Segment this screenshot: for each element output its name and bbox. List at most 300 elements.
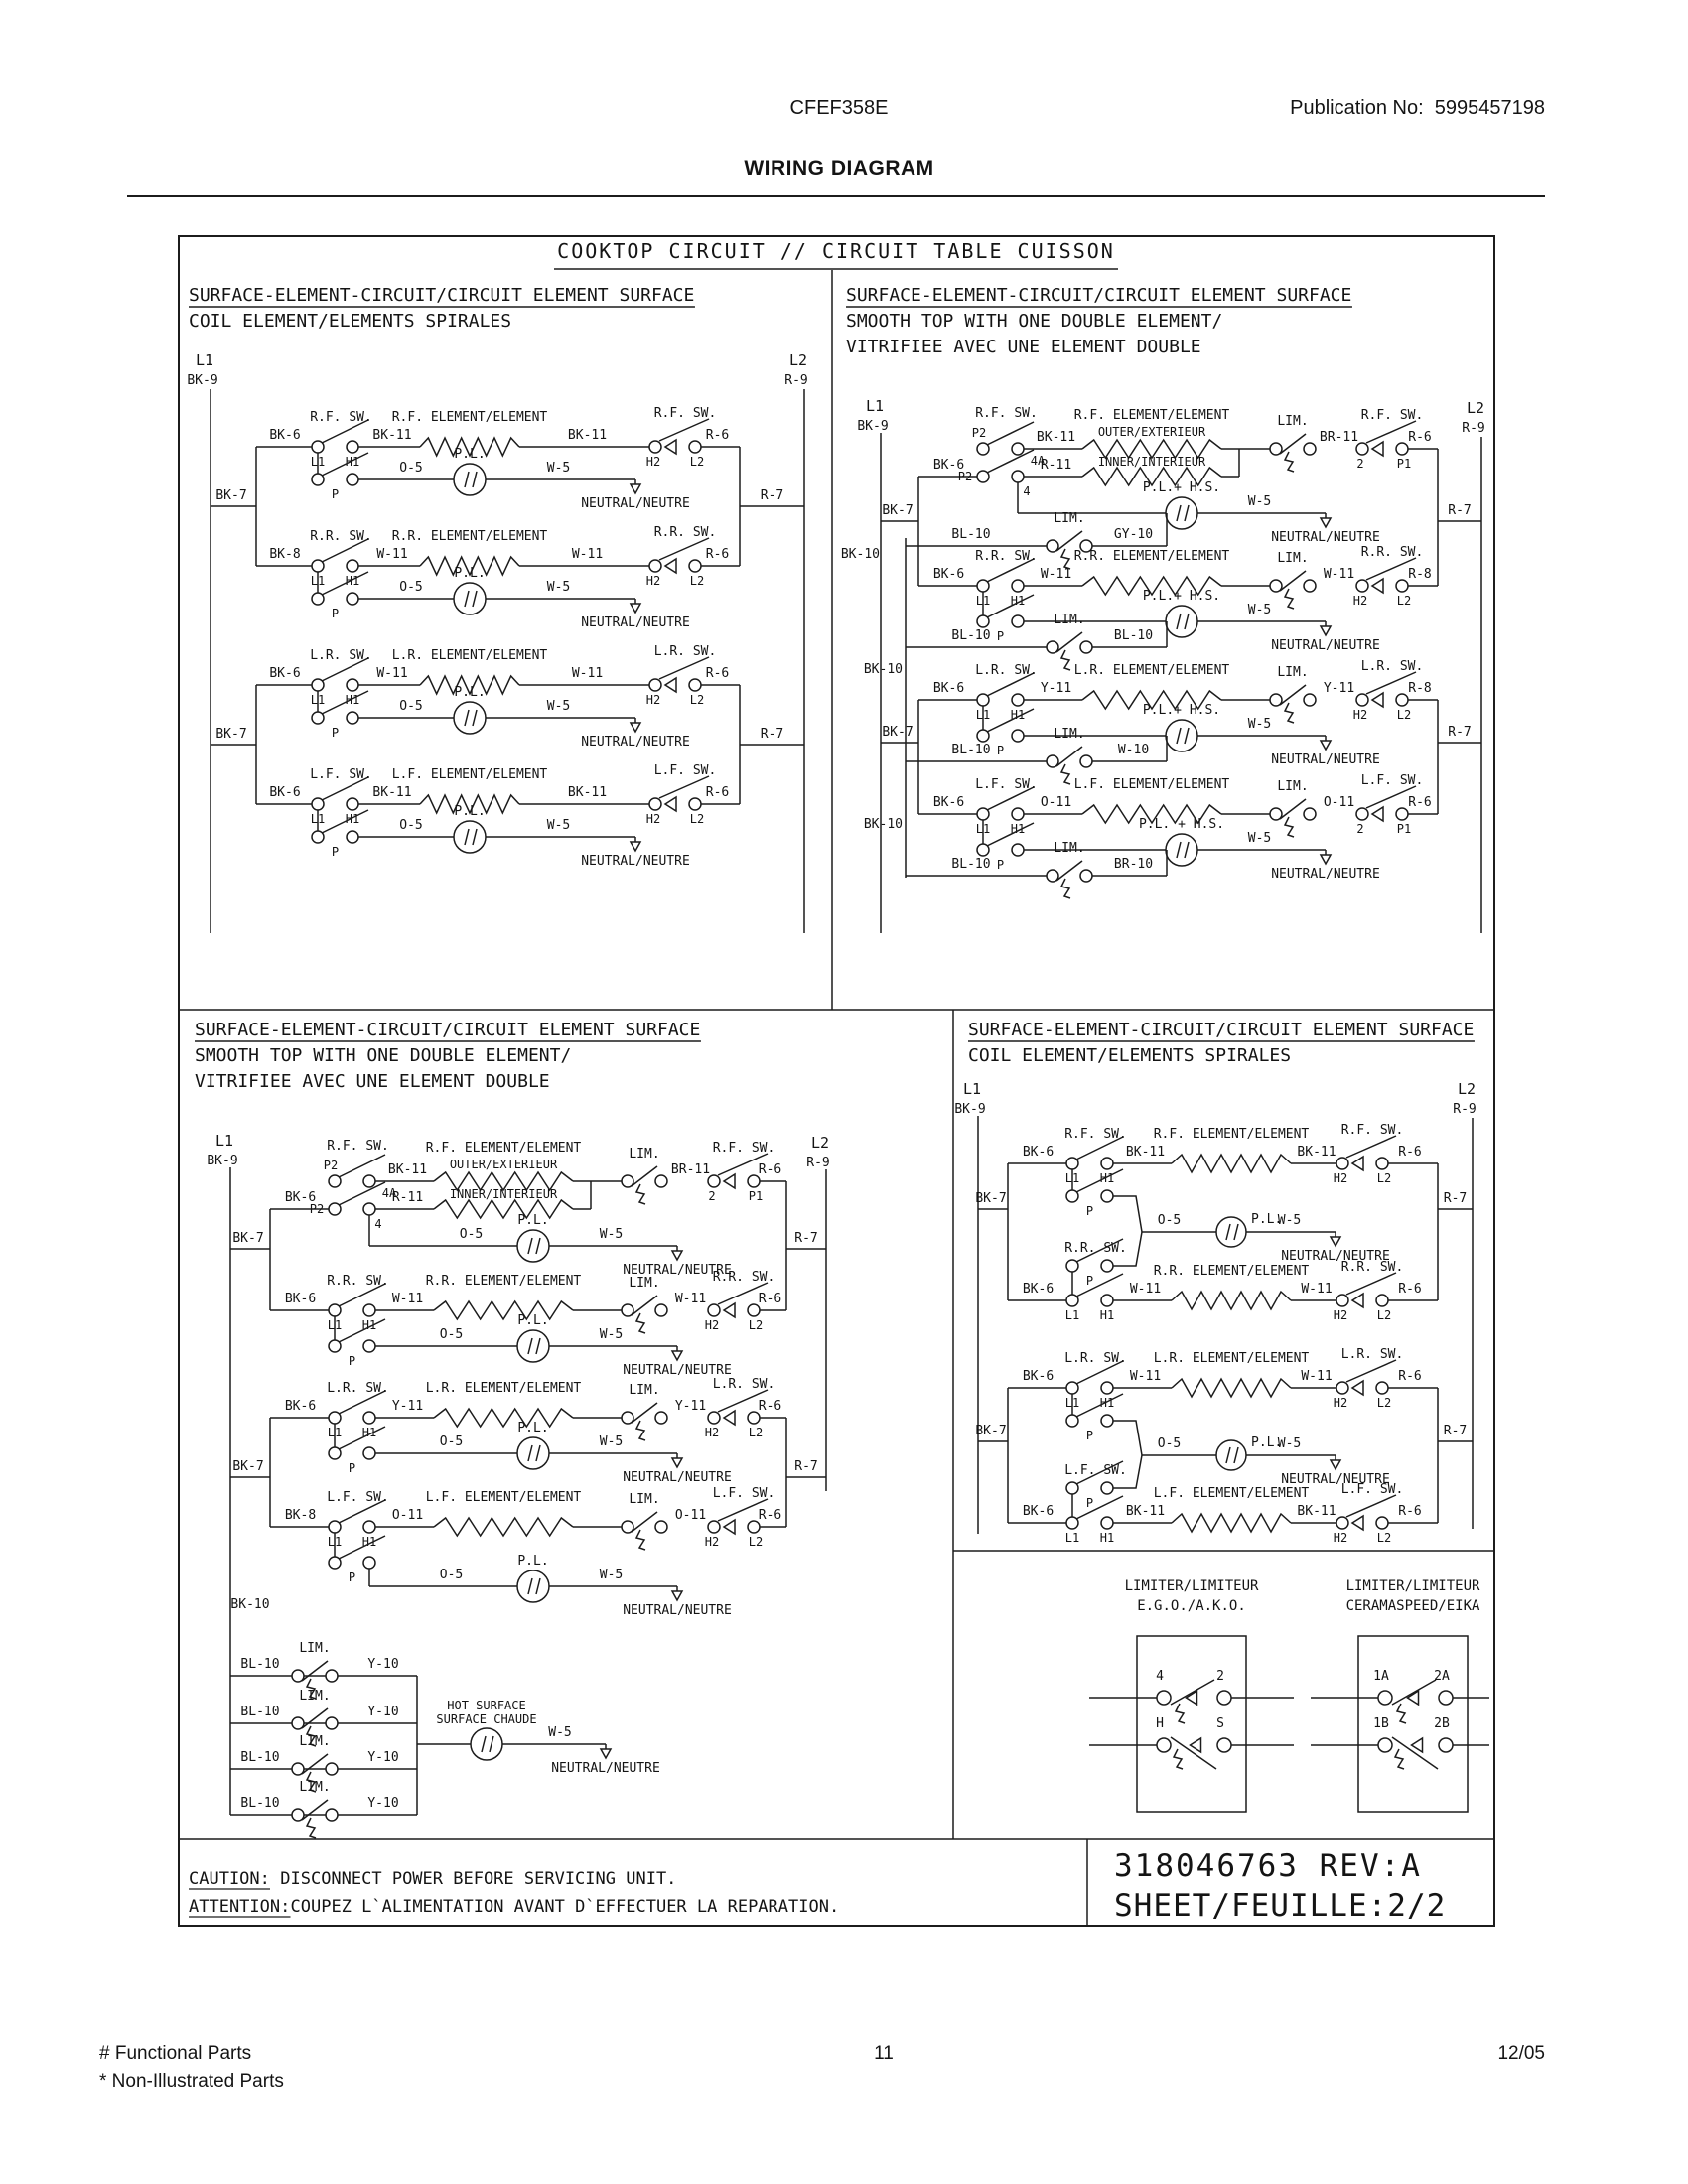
terminal-label: L2	[689, 574, 705, 588]
element-label: L.R. ELEMENT/ELEMENT	[1153, 1351, 1310, 1366]
rail-aux-wire: BK-10	[230, 1597, 270, 1612]
wire-color-label: BK-11	[1125, 1145, 1166, 1160]
limiter-label: LIM.	[1054, 613, 1085, 627]
terminal-label: P1	[1396, 822, 1412, 836]
switch-label: L.F. SW.	[1360, 773, 1424, 788]
terminal-label: 2	[1356, 822, 1364, 836]
bus-wire-label: BK-7	[215, 727, 247, 742]
pilot-light-label: P.L.	[454, 685, 486, 700]
terminal-label: 2	[1356, 457, 1364, 471]
wire-color-label: O-5	[439, 1434, 464, 1449]
limiter-detail-title: LIMITER/LIMITEUR	[1124, 1578, 1259, 1594]
pilot-light-label: P.L.	[1251, 1435, 1283, 1450]
wire-color-label: W-10	[1117, 743, 1150, 757]
hot-surface-label: SURFACE CHAUDE	[436, 1712, 537, 1726]
caution-text: DISCONNECT POWER BEFORE SERVICING UNIT.	[280, 1869, 677, 1889]
switch-label: L.R. SW.	[975, 663, 1038, 678]
terminal-label: L1	[1064, 1171, 1080, 1185]
circuit-row	[270, 1270, 786, 1378]
neutral-label: NEUTRAL/NEUTRE	[1281, 1249, 1390, 1264]
quadrant-header: COIL ELEMENT/ELEMENTS SPIRALES	[968, 1045, 1292, 1066]
circuit-row	[906, 773, 1438, 898]
terminal-label: L2	[689, 693, 705, 707]
terminal-label: P	[1085, 1496, 1094, 1510]
wire-color-label: BK-6	[284, 1190, 317, 1205]
quadrant-header: VITRIFIEE AVEC UNE ELEMENT DOUBLE	[846, 337, 1201, 357]
terminal-label: P	[996, 744, 1005, 757]
terminal-label: H2	[645, 812, 661, 826]
switch-label: R.F. SW.	[1360, 408, 1424, 423]
element-label: R.F. ELEMENT/ELEMENT	[1073, 408, 1230, 423]
page-title: WIRING DIAGRAM	[744, 157, 934, 180]
wire-color-label: BL-10	[951, 857, 991, 872]
rail-l1-wire: BK-9	[187, 373, 218, 388]
wire-color-label: W-5	[546, 461, 571, 476]
terminal-label: L1	[1064, 1308, 1080, 1322]
wire-color-label: BK-6	[1022, 1145, 1055, 1160]
publication-number: Publication No: 5995457198	[1290, 97, 1545, 119]
switch-label: R.F. SW.	[712, 1141, 775, 1156]
terminal-label: H2	[1333, 1308, 1348, 1322]
terminal-label: H1	[361, 1426, 377, 1439]
switch-label: L.R. SW.	[1064, 1351, 1127, 1366]
wire-color-label: O-5	[399, 699, 423, 714]
switch-label: R.F. SW.	[975, 406, 1038, 421]
wire-color-label: W-5	[599, 1434, 624, 1449]
terminal-label: H	[1156, 1716, 1164, 1731]
terminal-label: P2	[971, 426, 987, 440]
terminal-label: H1	[1099, 1396, 1115, 1410]
switch-label: R.F. SW.	[1340, 1123, 1404, 1138]
terminal-label: L2	[1396, 708, 1412, 722]
wire-color-label: BL-10	[951, 628, 991, 643]
wire-color-label: R-6	[758, 1292, 782, 1306]
wire-color-label: R-11	[1040, 458, 1072, 473]
wire-color-label: O-5	[399, 461, 423, 476]
wire-color-label: Y-10	[367, 1796, 399, 1811]
wire-color-label: W-11	[1301, 1282, 1333, 1297]
wire-color-label: W-11	[376, 547, 408, 562]
switch-label: L.R. SW.	[310, 648, 372, 663]
wire-color-label: BK-11	[1297, 1145, 1336, 1160]
wire-color-label: BL-10	[240, 1657, 280, 1672]
switch-label: R.R. SW.	[1064, 1241, 1127, 1256]
wire-color-label: Y-11	[391, 1399, 424, 1414]
caution-box	[189, 1869, 839, 1917]
switch-label: R.R. SW.	[310, 529, 372, 544]
part-number-box	[1114, 1848, 1446, 1924]
circuit-row	[270, 1139, 786, 1278]
rail-l2: L2	[1457, 1080, 1477, 1098]
wire-color-label: BK-11	[567, 428, 608, 443]
attention-text: COUPEZ L`ALIMENTATION AVANT D`EFFECTUER LA REPARATION.	[290, 1897, 840, 1917]
wire-color-label: R-6	[705, 428, 730, 443]
bus-wire-label: BK-7	[882, 725, 914, 740]
neutral-label: NEUTRAL/NEUTRE	[623, 1363, 732, 1378]
caution-label: CAUTION:	[189, 1869, 270, 1889]
bus-wire-label: R-7	[1443, 1424, 1468, 1438]
wire-color-label: W-5	[1247, 603, 1272, 617]
circuit-row	[270, 1377, 786, 1485]
switch-label: R.F. SW.	[310, 410, 372, 425]
wire-color-label: R-6	[758, 1162, 782, 1177]
wire-color-label: W-5	[546, 580, 571, 595]
wire-color-label: BL-10	[240, 1750, 280, 1765]
neutral-label: NEUTRAL/NEUTRE	[581, 615, 690, 630]
switch-label: R.R. SW.	[327, 1274, 389, 1289]
element-label: R.F. ELEMENT/ELEMENT	[1153, 1127, 1310, 1142]
rail-l2-wire: R-9	[806, 1156, 830, 1170]
terminal-label: 4A	[381, 1186, 397, 1200]
wire-color-label: R-6	[1398, 1145, 1422, 1160]
terminal-label: L1	[310, 812, 326, 826]
neutral-label: NEUTRAL/NEUTRE	[1281, 1472, 1390, 1487]
terminal-label: 2	[1216, 1669, 1224, 1684]
terminal-label: H1	[1010, 822, 1026, 836]
terminal-label: H2	[645, 455, 661, 469]
terminal-label: 4	[1156, 1669, 1164, 1684]
element-label: R.F. ELEMENT/ELEMENT	[391, 410, 548, 425]
wire-color-label: BK-11	[1125, 1504, 1166, 1519]
neutral-label: NEUTRAL/NEUTRE	[623, 1603, 732, 1618]
wire-color-label: W-11	[391, 1292, 424, 1306]
wire-color-label: BK-6	[269, 785, 301, 800]
bus-wire-label: R-7	[760, 727, 784, 742]
terminal-label: H2	[645, 574, 661, 588]
terminal-label: 2A	[1434, 1669, 1450, 1684]
switch-label: R.R. SW.	[975, 549, 1038, 564]
rail-l2: L2	[788, 351, 808, 369]
switch-label: R.F. SW.	[1064, 1127, 1127, 1142]
quadrant-header: SURFACE-ELEMENT-CIRCUIT/CIRCUIT ELEMENT SURFACE	[968, 1020, 1475, 1040]
element-sub-label: INNER/INTERIEUR	[449, 1187, 558, 1201]
wire-color-label: BR-11	[1319, 430, 1359, 445]
wire-color-label: BK-6	[932, 795, 965, 810]
wire-color-label: BL-10	[1113, 628, 1154, 643]
terminal-label: H2	[704, 1318, 720, 1332]
wire-color-label: BK-11	[567, 785, 608, 800]
wire-color-label: W-5	[546, 818, 571, 833]
terminal-label: P1	[748, 1189, 764, 1203]
terminal-label: H2	[704, 1535, 720, 1549]
wire-color-label: O-11	[391, 1508, 424, 1523]
bus-wire-label: R-7	[1448, 503, 1472, 518]
pilot-light-label: P.L.	[454, 447, 486, 462]
element-label: L.F. ELEMENT/ELEMENT	[425, 1490, 582, 1505]
switch-label: L.F. SW.	[712, 1486, 775, 1501]
wire-color-label: BK-6	[932, 681, 965, 696]
rail-l2-wire: R-9	[1453, 1102, 1477, 1117]
terminal-label: H2	[1333, 1531, 1348, 1545]
element-label: R.R. ELEMENT/ELEMENT	[1153, 1264, 1310, 1279]
rail-l1-wire: BK-9	[207, 1154, 238, 1168]
terminal-label: L2	[748, 1318, 764, 1332]
quadrant-header: SURFACE-ELEMENT-CIRCUIT/CIRCUIT ELEMENT SURFACE	[189, 285, 695, 306]
wire-color-label: W-11	[1323, 567, 1355, 582]
terminal-label: H1	[1099, 1171, 1115, 1185]
element-sub-label: OUTER/EXTERIEUR	[1097, 425, 1206, 439]
terminal-label: P	[996, 858, 1005, 872]
terminal-label: L1	[310, 574, 326, 588]
wire-color-label: BK-6	[932, 458, 965, 473]
terminal-label: L1	[327, 1318, 343, 1332]
wire-color-label: W-11	[1129, 1369, 1162, 1384]
neutral-label: NEUTRAL/NEUTRE	[1271, 867, 1380, 882]
terminal-label: L1	[310, 693, 326, 707]
bus-wire-label: R-7	[1443, 1191, 1468, 1206]
wire-color-label: BK-11	[387, 1162, 428, 1177]
bus-wire-label: BK-7	[975, 1191, 1007, 1206]
limiter-label: LIM.	[1054, 841, 1085, 856]
terminal-label: P	[1085, 1204, 1094, 1218]
rail-aux-wire: BK-10	[863, 662, 903, 677]
wire-color-label: BK-11	[372, 785, 412, 800]
neutral-label: NEUTRAL/NEUTRE	[623, 1470, 732, 1485]
wire-color-label: W-5	[1247, 717, 1272, 732]
wire-color-label: R-6	[1398, 1504, 1422, 1519]
wire-color-label: O-5	[1157, 1436, 1182, 1451]
pilot-light-label: P.L.+ H.S.	[1142, 480, 1221, 495]
wire-color-label: BK-11	[1297, 1504, 1336, 1519]
wire-color-label: W-5	[1247, 494, 1272, 509]
limiter-label: LIM.	[629, 1276, 660, 1291]
wire-color-label: BK-6	[1022, 1369, 1055, 1384]
limiter-label: LIM.	[1277, 414, 1309, 429]
terminal-label: L2	[748, 1535, 764, 1549]
switch-label: L.R. SW.	[327, 1381, 389, 1396]
attention-label: ATTENTION:	[189, 1897, 291, 1917]
bus-wire-label: BK-7	[232, 1459, 264, 1474]
wire-color-label: BK-11	[372, 428, 412, 443]
sheet-number: SHEET/FEUILLE:2/2	[1114, 1888, 1447, 1924]
terminal-label: P	[348, 1570, 356, 1584]
terminal-label: H2	[1333, 1396, 1348, 1410]
element-sub-label: OUTER/EXTERIEUR	[449, 1158, 558, 1171]
limiter-detail-title: E.G.O./A.K.O.	[1137, 1598, 1246, 1614]
pilot-light-label: P.L.	[454, 566, 486, 581]
switch-label: R.R. SW.	[653, 525, 717, 540]
bus-wire-label: BK-7	[975, 1424, 1007, 1438]
element-sub-label: INNER/INTERIEUR	[1097, 455, 1206, 469]
element-label: R.R. ELEMENT/ELEMENT	[391, 529, 548, 544]
circuit-row	[256, 763, 740, 869]
pilot-light-label: P.L.+ H.S.	[1142, 703, 1221, 718]
wire-color-label: R-6	[758, 1508, 782, 1523]
wire-color-label: W-5	[1277, 1213, 1302, 1228]
terminal-label: L2	[748, 1426, 764, 1439]
switch-label: L.R. SW.	[1340, 1347, 1404, 1362]
rail-l1: L1	[214, 1132, 234, 1150]
rail-l2: L2	[810, 1134, 830, 1152]
limiter-label: LIM.	[1277, 779, 1309, 794]
element-label: L.F. ELEMENT/ELEMENT	[1073, 777, 1230, 792]
switch-label: R.F. SW.	[653, 406, 717, 421]
rail-l2-wire: R-9	[1462, 421, 1485, 436]
quadrant-coil-bottom-right	[954, 1020, 1476, 1545]
wire-color-label: BK-8	[269, 547, 301, 562]
wire-color-label: O-5	[399, 580, 423, 595]
wire-color-label: O-11	[1040, 795, 1072, 810]
terminal-label: 1A	[1373, 1669, 1389, 1684]
terminal-label: P	[348, 1354, 356, 1368]
footer-functional-parts: # Functional Parts	[99, 2043, 252, 2064]
terminal-label: P	[331, 726, 340, 740]
wire-color-label: Y-11	[1040, 681, 1072, 696]
switch-label: L.R. SW.	[1360, 659, 1424, 674]
terminal-label: L2	[1376, 1171, 1392, 1185]
footer-non-illustrated-parts: * Non-Illustrated Parts	[99, 2071, 284, 2092]
terminal-label: 2B	[1434, 1716, 1450, 1731]
wire-color-label: BK-6	[284, 1292, 317, 1306]
pilot-light-label: P.L.	[454, 804, 486, 819]
rail-l1: L1	[195, 351, 214, 369]
wire-color-label: R-8	[1408, 681, 1432, 696]
element-label: R.F. ELEMENT/ELEMENT	[425, 1141, 582, 1156]
wire-color-label: O-5	[439, 1568, 464, 1582]
terminal-label: L1	[975, 594, 991, 608]
wire-color-label: Y-10	[367, 1657, 399, 1672]
terminal-label: H2	[645, 693, 661, 707]
pilot-light-label: P.L. + H.S.	[1138, 817, 1225, 832]
terminal-label: P	[331, 607, 340, 620]
wire-color-label: BL-10	[951, 527, 991, 542]
terminal-label: H2	[1352, 594, 1368, 608]
bus-wire-label: BK-7	[232, 1231, 264, 1246]
switch-label: L.R. SW.	[712, 1377, 775, 1392]
rail-l2: L2	[1466, 399, 1485, 417]
terminal-label: P1	[1396, 457, 1412, 471]
wire-color-label: BL-10	[240, 1705, 280, 1719]
switch-label: R.R. SW.	[712, 1270, 775, 1285]
rail-l1-wire: BK-9	[857, 419, 889, 434]
terminal-label: P	[348, 1461, 356, 1475]
circuit-row	[906, 406, 1438, 569]
wire-color-label: BL-10	[240, 1796, 280, 1811]
terminal-label: H1	[361, 1535, 377, 1549]
wire-color-label: Y-11	[1323, 681, 1355, 696]
pilot-light-label: P.L.	[517, 1313, 549, 1328]
switch-label: L.F. SW.	[310, 767, 372, 782]
switch-label: L.F. SW.	[1340, 1482, 1404, 1497]
element-label: L.R. ELEMENT/ELEMENT	[391, 648, 548, 663]
terminal-label: L1	[327, 1535, 343, 1549]
pilot-light-label: P.L.+ H.S.	[1142, 589, 1221, 604]
rail-aux-wire: BK-10	[840, 547, 880, 562]
wire-color-label: BK-6	[1022, 1282, 1055, 1297]
limiter-label: LIM.	[1277, 551, 1309, 566]
switch-label: R.R. SW.	[1360, 545, 1424, 560]
neutral-label: NEUTRAL/NEUTRE	[581, 735, 690, 750]
limiter-label: LIM.	[629, 1383, 660, 1398]
wire-color-label: BK-6	[269, 428, 301, 443]
neutral-label: NEUTRAL/NEUTRE	[1271, 638, 1380, 653]
rail-aux-wire: BK-10	[863, 817, 903, 832]
neutral-label: NEUTRAL/NEUTRE	[581, 854, 690, 869]
limiter-label: LIM.	[1277, 665, 1309, 680]
limiter-label: LIM.	[299, 1734, 331, 1749]
bus-wire-label: BK-7	[215, 488, 247, 503]
switch-label: L.F. SW.	[327, 1490, 389, 1505]
circuit-row	[906, 545, 1438, 670]
rail-l1: L1	[865, 397, 885, 415]
limiter-detail-ceramaspeed	[1311, 1578, 1489, 1812]
terminal-label: P	[996, 629, 1005, 643]
wire-color-label: W-11	[1040, 567, 1072, 582]
quadrant-smoothtop-bottom-left	[195, 1020, 830, 1838]
wire-color-label: Y-10	[367, 1750, 399, 1765]
terminal-label: L1	[1064, 1531, 1080, 1545]
terminal-label: L2	[1376, 1396, 1392, 1410]
quadrant-header: SURFACE-ELEMENT-CIRCUIT/CIRCUIT ELEMENT SURFACE	[846, 285, 1352, 306]
switch-label: R.R. SW.	[1340, 1260, 1404, 1275]
wire-color-label: O-5	[1157, 1213, 1182, 1228]
terminal-label: H1	[361, 1318, 377, 1332]
wire-color-label: R-6	[758, 1399, 782, 1414]
terminal-label: L2	[689, 455, 705, 469]
limiter-label: LIM.	[629, 1147, 660, 1161]
terminal-label: L2	[1396, 594, 1412, 608]
terminal-label: H1	[345, 455, 360, 469]
wire-color-label: R-6	[1408, 430, 1432, 445]
limiter-label: LIM.	[629, 1492, 660, 1507]
terminal-label: L1	[1064, 1396, 1080, 1410]
rail-l1-wire: BK-9	[954, 1102, 986, 1117]
circuit-row	[256, 406, 740, 511]
limiter-label: LIM.	[1054, 511, 1085, 526]
wire-color-label: BK-6	[269, 666, 301, 681]
limiter-label: LIM.	[299, 1689, 331, 1704]
terminal-label: 4A	[1030, 454, 1046, 468]
limiter-detail-ego	[1089, 1578, 1294, 1812]
wire-color-label: O-11	[1323, 795, 1355, 810]
terminal-label: P2	[323, 1159, 339, 1172]
wire-color-label: O-11	[674, 1508, 707, 1523]
switch-label: R.F. SW.	[327, 1139, 389, 1154]
circuit-row	[1008, 1455, 1438, 1545]
model-number: CFEF358E	[789, 97, 889, 119]
quadrant-header: SMOOTH TOP WITH ONE DOUBLE ELEMENT/	[195, 1045, 572, 1066]
quadrant-header: SURFACE-ELEMENT-CIRCUIT/CIRCUIT ELEMENT SURFACE	[195, 1020, 701, 1040]
terminal-label: H1	[1010, 708, 1026, 722]
element-label: L.F. ELEMENT/ELEMENT	[1153, 1486, 1310, 1501]
wire-color-label: Y-10	[367, 1705, 399, 1719]
terminal-label: P	[1085, 1429, 1094, 1442]
wire-color-label: W-5	[546, 699, 571, 714]
wire-color-label: R-6	[1398, 1369, 1422, 1384]
terminal-label: H2	[704, 1426, 720, 1439]
terminal-label: H1	[345, 693, 360, 707]
footer-date: 12/05	[1497, 2043, 1545, 2064]
limiter-label: LIM.	[299, 1641, 331, 1656]
terminal-label: P2	[957, 470, 973, 483]
circuit-row	[256, 525, 740, 630]
terminal-label: P	[1085, 1274, 1094, 1288]
bus-wire-label: R-7	[1448, 725, 1472, 740]
wire-color-label: BR-10	[1113, 857, 1154, 872]
terminal-label: H1	[345, 574, 360, 588]
terminal-label: H1	[345, 812, 360, 826]
footer-page-number: 11	[874, 2043, 894, 2064]
terminal-label: H1	[1010, 594, 1026, 608]
wire-color-label: W-5	[599, 1568, 624, 1582]
wire-color-label: BK-6	[932, 567, 965, 582]
quadrant-header: COIL ELEMENT/ELEMENTS SPIRALES	[189, 311, 512, 332]
wire-color-label: O-5	[459, 1227, 484, 1242]
pilot-light-label: P.L.	[1251, 1212, 1283, 1227]
wire-color-label: R-8	[1408, 567, 1432, 582]
terminal-label: H2	[1352, 708, 1368, 722]
circuit-row	[256, 644, 740, 750]
